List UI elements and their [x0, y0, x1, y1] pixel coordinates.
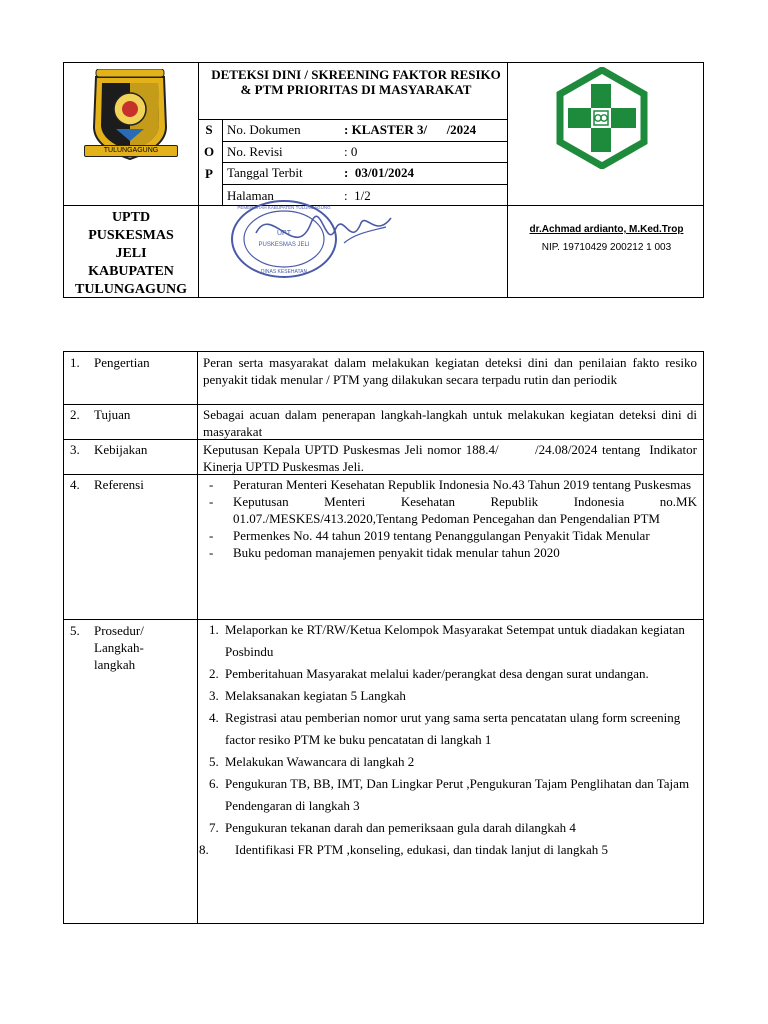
stamp-line: DINAS KESEHATAN [260, 269, 308, 275]
signer-name: dr.Achmad ardianto, M.Ked.Trop [529, 224, 684, 235]
row-number: 1. [70, 355, 80, 370]
sop-letter-p: P [205, 166, 213, 181]
divider [198, 63, 199, 298]
referensi-item: - Permenkes No. 44 tahun 2019 tentang Penanggulangan Penyakit Tidak Menular [209, 528, 650, 543]
row-label: Tujuan [94, 407, 131, 422]
referensi-item: - Peraturan Menteri Kesehatan Republik Indonesia No.43 Tahun 2019 tentang Puskesmas [209, 477, 692, 492]
meta-value-tanggal-terbit: : 03/01/2024 [344, 165, 415, 180]
step-number: 6. [209, 776, 219, 791]
divider [222, 162, 507, 163]
step-text: Melaksanakan kegiatan 5 Langkah [225, 688, 406, 703]
step-item [203, 619, 697, 663]
step-number: 5. [209, 754, 219, 769]
sop-header [63, 62, 704, 298]
row-label-prosedur [70, 622, 144, 672]
meta-value-halaman: : 1/2 [344, 188, 371, 203]
meta-key-halaman: Halaman [227, 188, 274, 203]
step-number: 3. [209, 688, 219, 703]
row-label-tujuan [70, 406, 130, 423]
meta-key-tanggal-terbit: Tanggal Terbit [227, 165, 303, 180]
divider [222, 184, 507, 185]
step-number: 1. [209, 622, 219, 637]
row-label-pengertian [70, 354, 150, 371]
step-item [203, 817, 697, 839]
sop-letter-s: S [205, 122, 213, 137]
sop-letter-o: O [203, 144, 215, 159]
row-label: Prosedur/ [94, 623, 144, 638]
org-line: JELI [115, 246, 147, 261]
step-text: Melaporkan ke RT/RW/Ketua Kelompok Masyarakat Setempat untuk diadakan kegiatan Posbindu [225, 622, 685, 659]
stamp-line: PUSKESMAS JELI [258, 242, 310, 248]
step-text: Identifikasi FR PTM ,konseling, edukasi, dan tindak lanjut di langkah 5 [235, 842, 608, 857]
org-line: UPTD [111, 210, 151, 225]
official-stamp [226, 193, 406, 281]
row-number: 2. [70, 407, 80, 422]
column-divider [197, 352, 198, 923]
meta-value-no-revisi: : 0 [344, 144, 358, 159]
logo-caption: TULUNGAGUNG [84, 145, 178, 157]
referensi-text: Keputusan Menteri Kesehatan Republik Indonesia no.MK 01.07./MESKES/413.2020,Tentang Pedoman Pencegahan dan Pengendalian PTM [233, 494, 697, 526]
meta-key-no-revisi: No. Revisi [227, 144, 283, 159]
stamp-line: PEMERINTAH KABUPATEN TULUNGAGUNG [237, 205, 331, 210]
meta-value-no-dokumen: : KLASTER 3/ /2024 [344, 122, 477, 137]
step-text: Registrasi atau pemberian nomor urut yang sama serta pencatatan ulang form screening factor resiko PTM ke buku pencatatan di langkah 1 [225, 710, 681, 747]
divider [507, 63, 508, 298]
step-number: 8. [199, 842, 209, 857]
referensi-text: Permenkes No. 44 tahun 2019 tentang Penanggulangan Penyakit Tidak Menular [233, 528, 650, 543]
step-number: 4. [209, 710, 219, 725]
referensi-text: Buku pedoman manajemen penyakit tidak menular tahun 2020 [233, 545, 560, 560]
stamp-line: UPT [277, 230, 291, 237]
step-text: Melakukan Wawancara di langkah 2 [225, 754, 415, 769]
pengertian-text: Peran serta masyarakat dalam melakukan kegiatan deteksi dini dan penilaian fakto resiko penyakit tidak menular / PTM yang dilakukan secara terpadu rutin dan periodik [203, 355, 697, 387]
meta-key-no-dokumen: No. Dokumen [227, 122, 301, 137]
tujuan-text: Sebagai acuan dalam penerapan langkah-langkah untuk melakukan kegiatan deteksi dini di masyarakat [203, 407, 697, 439]
org-line: KABUPATEN [88, 264, 174, 279]
referensi-list [203, 476, 697, 561]
step-text: Pengukuran TB, BB, IMT, Dan Lingkar Perut ,Pengukuran Tajam Penglihatan dan Tajam Pendengaran di langkah 3 [225, 776, 690, 813]
row-label-kebijakan [70, 441, 147, 458]
step-text: Pemberitahuan Masyarakat melalui kader/perangkat desa dengan surat undangan. [225, 666, 649, 681]
document-title: DETEKSI DINI / SKREENING FAKTOR RESIKO & PTM PRIORITAS DI MASYARAKAT [211, 67, 501, 97]
row-label: Referensi [94, 477, 144, 492]
referensi-item: - Keputusan Menteri Kesehatan Republik Indonesia no.MK 01.07./MESKES/413.2020,Tentang Pedoman Pencegahan dan Pengendalian PTM [209, 494, 697, 526]
divider [222, 141, 507, 142]
organization-name [64, 209, 198, 299]
prosedur-steps [199, 619, 697, 861]
row-divider [64, 404, 703, 405]
sop-content-table [63, 351, 704, 924]
step-item [199, 839, 697, 861]
referensi-item: - Buku pedoman manajemen penyakit tidak menular tahun 2020 [209, 545, 560, 560]
row-label: langkah [94, 657, 136, 672]
row-label: Pengertian [94, 355, 150, 370]
step-item [203, 773, 697, 817]
signer-nip: NIP. 19710429 200212 1 003 [541, 242, 672, 253]
row-label: Kebijakan [94, 442, 148, 457]
step-item [203, 751, 697, 773]
referensi-text: Peraturan Menteri Kesehatan Republik Indonesia No.43 Tahun 2019 tentang Puskesmas [233, 477, 692, 492]
puskesmas-logo [551, 67, 653, 169]
org-line: TULUNGAGUNG [74, 282, 187, 297]
row-label: Langkah- [94, 640, 144, 655]
step-item [203, 707, 697, 751]
row-number: 5. [70, 623, 80, 638]
step-text: Pengukuran tekanan darah dan pemeriksaan gula darah dilangkah 4 [225, 820, 576, 835]
step-number: 2. [209, 666, 219, 681]
org-line: PUSKESMAS [88, 228, 174, 243]
row-number: 3. [70, 442, 80, 457]
row-number: 4. [70, 477, 80, 492]
divider [198, 119, 507, 120]
step-item [203, 663, 697, 685]
kebijakan-text: Keputusan Kepala UPTD Puskesmas Jeli nomor 188.4/ /24.08/2024 tentang Indikator Kinerja UPTD Puskesmas Jeli. [203, 442, 701, 474]
row-label-referensi [70, 476, 144, 493]
step-number: 7. [209, 820, 219, 835]
step-item [203, 685, 697, 707]
